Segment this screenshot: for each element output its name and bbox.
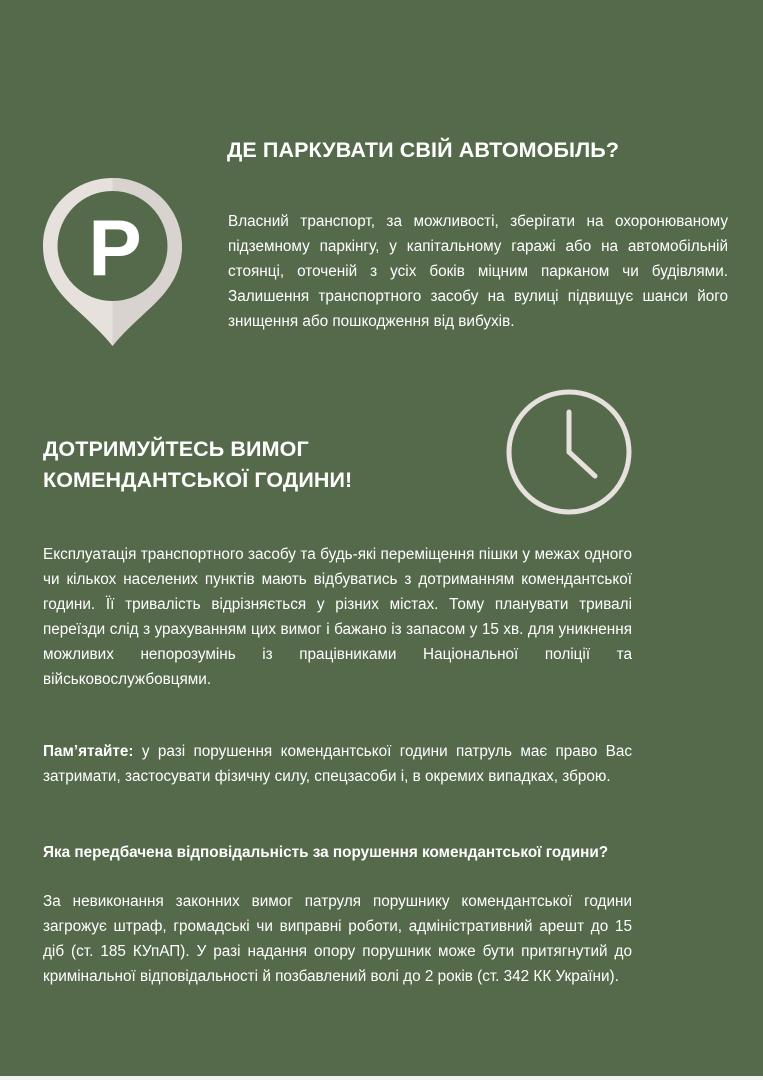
parking-pin-icon — [41, 176, 184, 348]
remember-paragraph — [43, 739, 632, 789]
parking-heading: ДЕ ПАРКУВАТИ СВІЙ АВТОМОБІЛЬ? — [227, 138, 620, 162]
liability-question: Яка передбачена відповідальність за порушення комендантської години? — [43, 844, 609, 861]
curfew-paragraph: Експлуатація транспортного засобу та будь-які переміщення пішки у межах одного чи кількох населених пунктів мають відбуватись з дотриманням комендантської години. Її тривалість відрізняється у різних містах. Тому планувати тривалі переїзди слід з урахуванням цих вимог і бажано із запасом у 15 хв. для уникнення можливих непорозумінь із працівниками Національної поліції та військовослужбовцями. — [43, 546, 632, 688]
page-bottom-edge — [0, 1076, 763, 1080]
parking-paragraph: Власний транспорт, за можливості, зберігати на охоронюваному підземному паркінгу, у капітальному гаражі або на автомобільній стоянці, оточеній з усіх боків міцним парканом чи будівлями. Залишення транспортного засобу на вулиці підвищує шанси його знищення або пошкодження від вибухів. — [228, 213, 728, 330]
parking-letter: P — [88, 203, 142, 293]
remember-label: Пам’ятайте: — [43, 743, 134, 760]
liability-answer: За невиконання законних вимог патруля порушнику комендантської години загрожує штраф, громадські чи виправні роботи, адміністративний арешт до 15 діб (ст. 185 КУпАП). У разі надання опору порушник може бути притягнутий до кримінальної відповідальності й позбавлений волі до 2 років (ст. 342 КК України). — [43, 893, 632, 985]
curfew-heading: ДОТРИМУЙТЕСЬ ВИМОГ КОМЕНДАНТСЬКОЇ ГОДИНИ! — [43, 437, 353, 492]
remember-text: у разі порушення комендантської години патруль має право Вас затримати, застосувати фізичну силу, спецзасоби і, в окремих випадках, зброю. — [43, 743, 632, 785]
clock-icon — [504, 387, 634, 517]
